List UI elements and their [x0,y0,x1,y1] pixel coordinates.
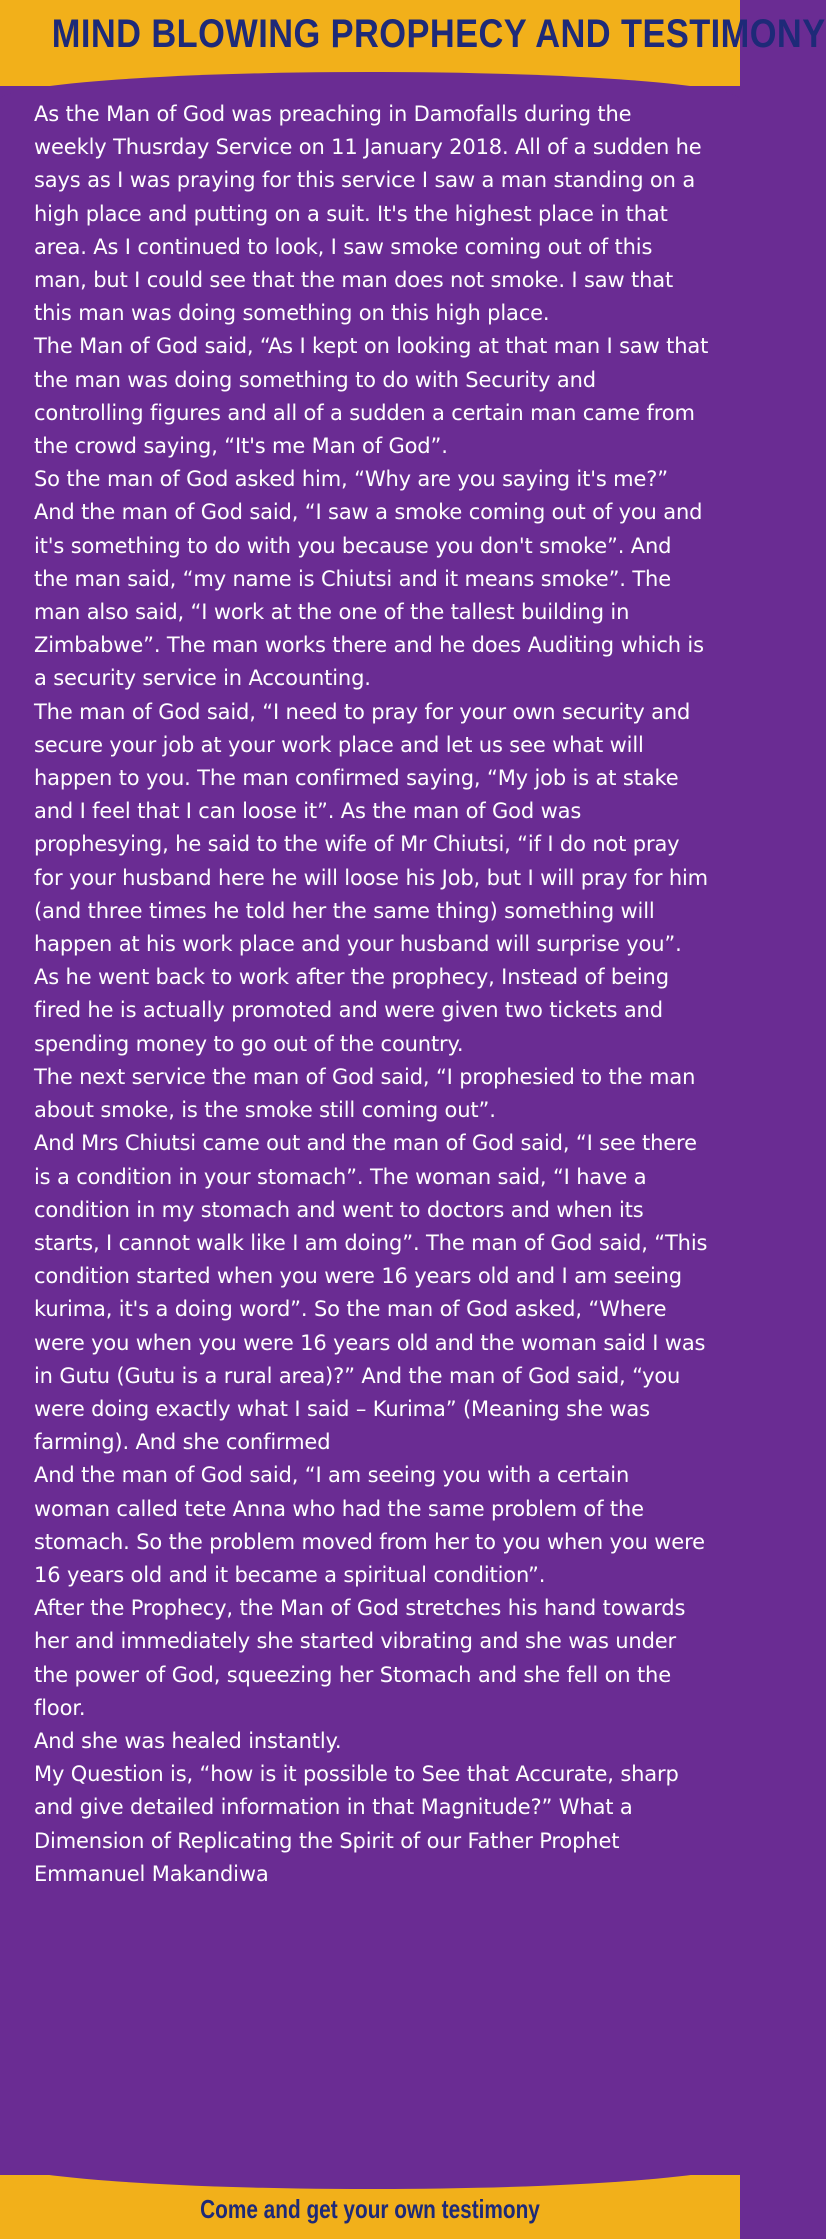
paragraph: After the Prophecy, the Man of God stretches his hand towards her and immediately she started vibrating and she was under the power of God, squeezing her Stomach and she fell on the floor. [34,1596,686,1720]
page-title: MIND BLOWING PROPHECY AND TESTIMONY [51,12,826,56]
paragraph: So the man of God asked him, “Why are you saying it's me?” [34,467,668,492]
footer-banner [0,2175,740,2239]
paragraph: And Mrs Chiutsi came out and the man of God said, “I see there is a condition in your stomach”. The woman said, “I have a condition in my stomach and went to doctors and when its starts, I cannot walk like I am doing”. The man of God said, “This condition started when you were 16 years old and I am seeing kurima, it's a doing word”. So the man of God asked, “Where were you when you were 16 years old and the woman said I was in Gutu (Gutu is a rural area)?” And the man of God said, “you were doing exactly what I said – Kurima” (Meaning she was farming). And she confirmed [34,1131,708,1455]
paragraph: The Man of God said, “As I kept on looking at that man I saw that the man was doing something to do with Security and controlling figures and all of a sudden a certain man came from the crowd saying, “It's me Man of God”. [34,334,709,459]
footer-tagline: Come and get your own testimony [200,2194,540,2224]
paragraph: And she was healed instantly. [34,1728,342,1753]
testimony-body [34,98,710,1891]
title-banner [0,0,826,86]
paragraph: As the Man of God was preaching in Damofalls during the weekly Thusrday Service on 11 January 2018. All of a sudden he says as I was praying for this service I saw a man standing on a high place and putting on a suit. It's the highest place in that area. As I continued to look, I saw smoke coming out of this man, but I could see that the man does not smoke. I saw that this man was doing something on this high place. [34,102,702,326]
paragraph: The man of God said, “I need to pray for your own security and secure your job at your work place and let us see what will happen to you. The man confirmed saying, “My job is at stake and I feel that I can loose it”. As the man of God was prophesying, he said to the wife of Mr Chiutsi, “if I do not pray for your husband here he will loose his Job, but I will pray for him (and three times he told her the same thing) something will happen at his work place and your husband will surprise you”. As he went back to work after the prophecy, Instead of being fired he is actually promoted and were given two tickets and spending money to go out of the country. [34,699,708,1056]
paragraph: The next service the man of God said, “I prophesied to the man about smoke, is the smoke still coming out”. [34,1064,696,1123]
paragraph: My Question is, “how is it possible to See that Accurate, sharp and give detailed information in that Magnitude?” What a Dimension of Replicating the Spirit of our Father Prophet Emmanuel Makandiwa [34,1762,679,1886]
paragraph: And the man of God said, “I saw a smoke coming out of you and it's something to do with you because you don't smoke”. And the man said, “my name is Chiutsi and it means smoke”. The man also said, “I work at the one of the tallest building in Zimbabwe”. The man works there and he does Auditing which is a security service in Accounting. [34,500,704,691]
paragraph: And the man of God said, “I am seeing you with a certain woman called tete Anna who had the same problem of the stomach. So the problem moved from her to you when you were 16 years old and it became a spiritual condition”. [34,1463,705,1587]
